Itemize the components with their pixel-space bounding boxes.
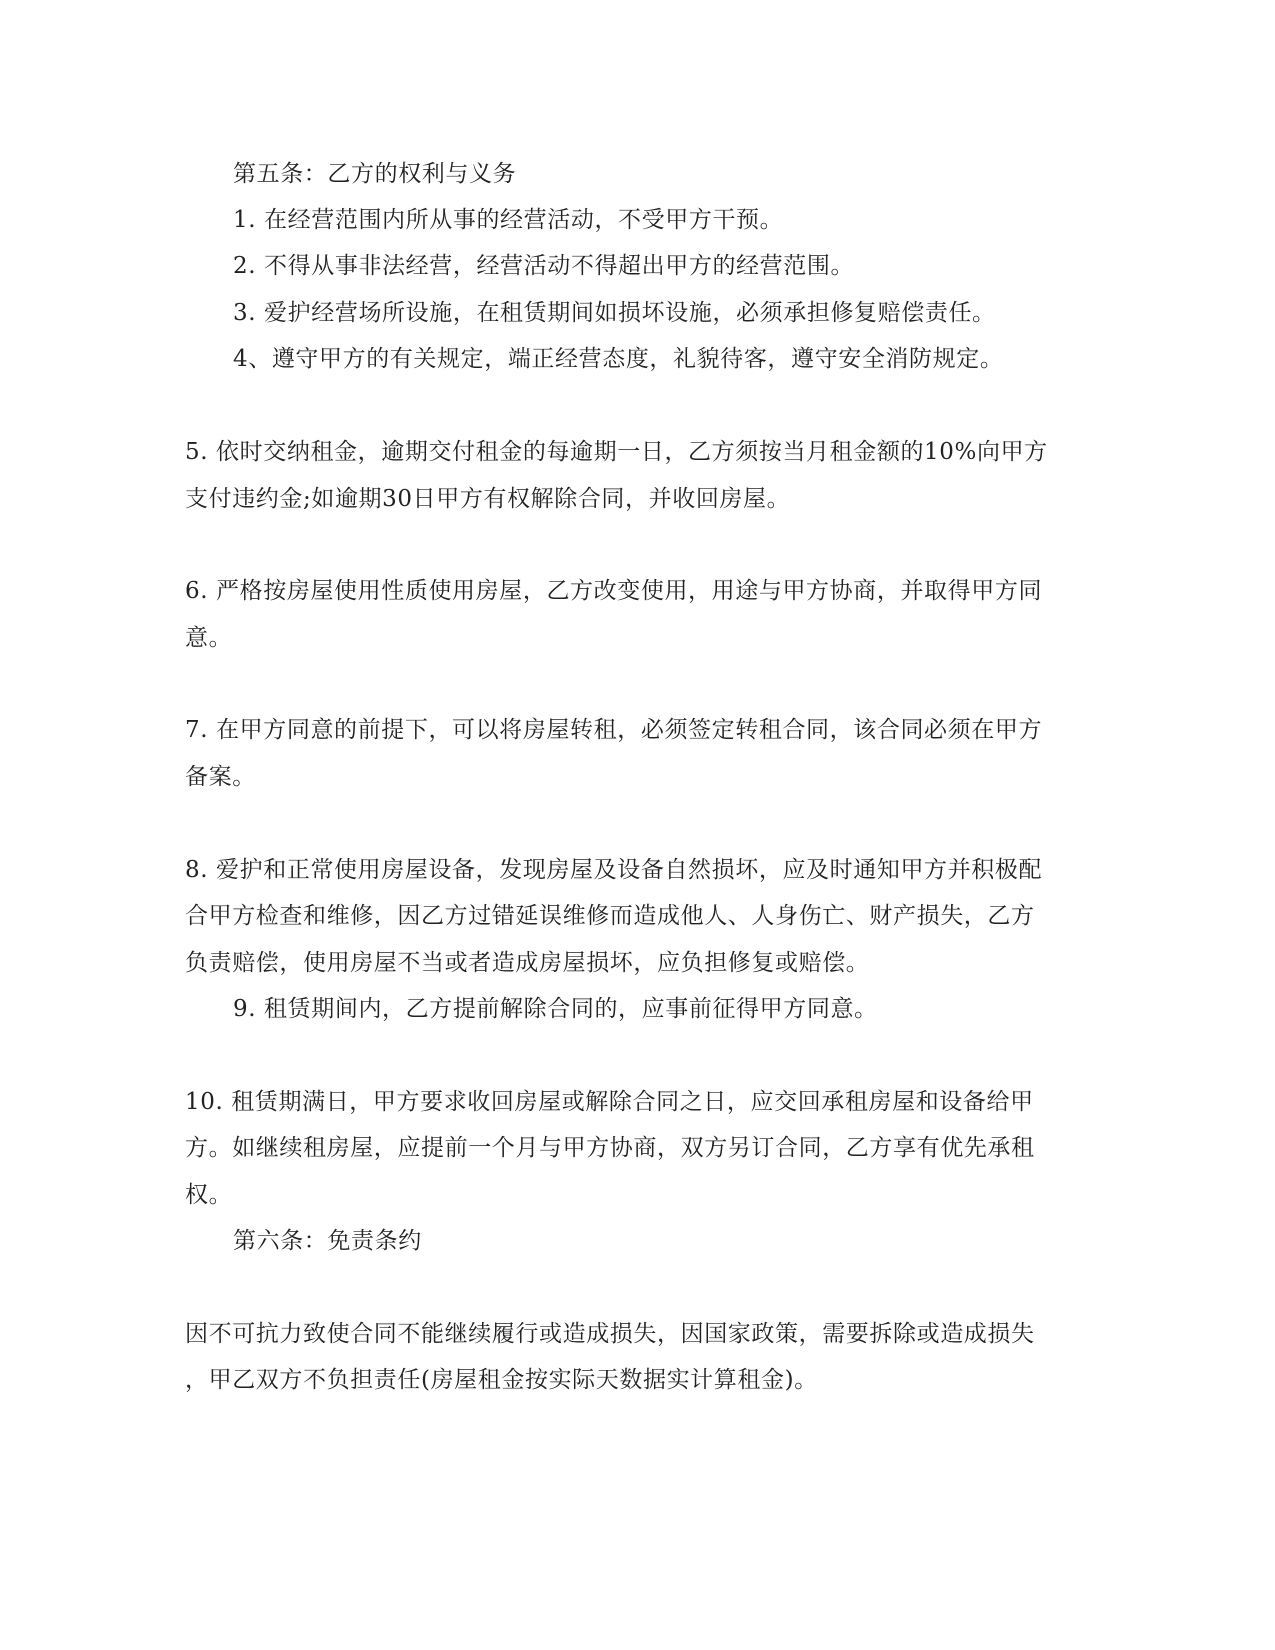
clause-8-line-3: 负责赔偿，使用房屋不当或者造成房屋损坏，应负担修复或赔偿。	[185, 950, 870, 976]
clause-7-line-2: 备案。	[185, 764, 256, 790]
clause-9: 9. 租赁期间内，乙方提前解除合同的，应事前征得甲方同意。	[233, 996, 878, 1022]
clause-5-line-1: 5. 依时交纳租金，逾期交付租金的每逾期一日，乙方须按当月租金额的10%向甲方	[185, 439, 1048, 465]
clause-10-line-1: 10. 租赁期满日，甲方要求收回房屋或解除合同之日，应交回承租房屋和设备给甲	[185, 1089, 1034, 1115]
article-5-heading: 第五条：乙方的权利与义务	[233, 161, 517, 187]
clause-6-line-1: 6. 严格按房屋使用性质使用房屋，乙方改变使用，用途与甲方协商，并取得甲方同	[185, 578, 1043, 604]
clause-10-line-2: 方。如继续租房屋，应提前一个月与甲方协商，双方另订合同，乙方享有优先承租	[185, 1135, 1035, 1161]
clause-2: 2. 不得从事非法经营，经营活动不得超出甲方的经营范围。	[233, 253, 855, 279]
clause-4: 4、遵守甲方的有关规定，端正经营态度，礼貌待客，遵守安全消防规定。	[233, 346, 1004, 372]
clause-5-line-2: 支付违约金;如逾期30日甲方有权解除合同，并收回房屋。	[185, 486, 791, 512]
clause-10-line-3: 权。	[185, 1182, 233, 1208]
clause-3: 3. 爱护经营场所设施，在租赁期间如损坏设施，必须承担修复赔偿责任。	[233, 300, 996, 326]
clause-8-line-1: 8. 爱护和正常使用房屋设备，发现房屋及设备自然损坏，应及时通知甲方并积极配	[185, 857, 1043, 883]
exemption-line-2: ，甲乙双方不负担责任(房屋租金按实际天数据实计算租金)。	[185, 1367, 818, 1393]
clause-1: 1. 在经营范围内所从事的经营活动，不受甲方干预。	[233, 207, 784, 233]
article-6-heading: 第六条：免责条约	[233, 1228, 422, 1254]
clause-6-line-2: 意。	[185, 625, 233, 651]
clause-7-line-1: 7. 在甲方同意的前提下，可以将房屋转租，必须签定转租合同，该合同必须在甲方	[185, 717, 1043, 743]
exemption-line-1: 因不可抗力致使合同不能继续履行或造成损失，因国家政策，需要拆除或造成损失	[185, 1321, 1035, 1347]
clause-8-line-2: 合甲方检查和维修，因乙方过错延误维修而造成他人、人身伤亡、财产损失，乙方	[185, 903, 1035, 929]
